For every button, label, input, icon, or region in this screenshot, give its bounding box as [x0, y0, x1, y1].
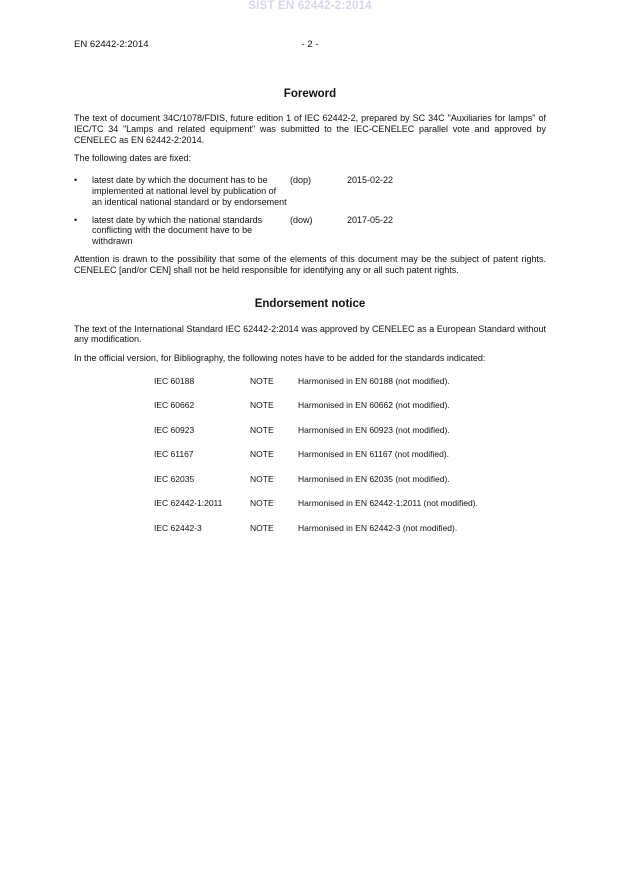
foreword-paragraph-3: Attention is drawn to the possibility that some of the elements of this document may be the subject of patent rights. CENELEC [and/or CEN] shall not be held responsible for identifying any or all such patent rights. [74, 253, 546, 275]
note-label: NOTE [250, 400, 274, 411]
watermark: SIST EN 62442-2:2014 [248, 0, 372, 12]
note-row [154, 523, 546, 548]
note-standard: IEC 62442-1:2011 [154, 498, 223, 509]
date-item-dow [74, 215, 546, 247]
date-value: 2017-05-22 [347, 214, 394, 225]
note-label: NOTE [250, 498, 274, 509]
note-label: NOTE [250, 449, 274, 460]
note-text: Harmonised in EN 62442-1:2011 (not modified). [298, 498, 478, 509]
note-label: NOTE [250, 375, 274, 386]
note-text: Harmonised in EN 60662 (not modified). [298, 400, 450, 411]
bullet-icon: • [74, 214, 78, 225]
bibliography-notes [154, 376, 546, 548]
page-number: - 2 - [301, 39, 319, 50]
note-text: Harmonised in EN 62442-3 (not modified). [298, 522, 458, 533]
date-code: (dow) [290, 214, 313, 225]
endorsement-paragraph-2: In the official version, for Bibliography, the following notes have to be added for the standards indicated: [74, 353, 486, 364]
note-text: Harmonised in EN 60188 (not modified). [298, 375, 450, 386]
note-standard: IEC 60662 [154, 400, 195, 411]
note-row [154, 498, 546, 523]
foreword-title: Foreword [283, 88, 337, 100]
dates-list [74, 175, 546, 247]
note-row [154, 474, 546, 499]
note-row [154, 376, 546, 401]
note-label: NOTE [250, 473, 274, 484]
note-row [154, 449, 546, 474]
document-id: EN 62442-2:2014 [74, 39, 149, 50]
date-value: 2015-02-22 [347, 175, 394, 186]
note-text: Harmonised in EN 60923 (not modified). [298, 424, 450, 435]
foreword-paragraph-2: The following dates are fixed: [74, 153, 192, 164]
note-label: NOTE [250, 522, 274, 533]
note-label: NOTE [250, 424, 274, 435]
date-code: (dop) [290, 175, 312, 186]
page-body [74, 87, 546, 547]
note-text: Harmonised in EN 62035 (not modified). [298, 473, 450, 484]
note-standard: IEC 62442-3 [154, 522, 202, 533]
bullet-icon: • [74, 175, 78, 186]
foreword-paragraph-1: The text of document 34C/1078/FDIS, future edition 1 of IEC 62442-2, prepared by SC 34C "Auxiliaries for lamps" of IEC/TC 34 "Lamps and related equipment" was submitted to the IEC-CENELEC parallel vote and approved by CENELEC as EN 62442-2:2014. [74, 113, 546, 145]
note-row [154, 425, 546, 450]
note-standard: IEC 61167 [154, 449, 194, 460]
note-row [154, 400, 546, 425]
note-text: Harmonised in EN 61167 (not modified). [298, 449, 450, 460]
note-standard: IEC 60923 [154, 424, 195, 435]
note-standard: IEC 60188 [154, 375, 195, 386]
endorsement-paragraph-1: The text of the International Standard IEC 62442-2:2014 was approved by CENELEC as a European Standard without any modification. [74, 323, 546, 345]
endorsement-title: Endorsement notice [254, 297, 366, 310]
date-description: latest date by which the national standards conflicting with the document have to be withdrawn [92, 214, 263, 247]
date-item-dop [74, 175, 546, 207]
date-description: latest date by which the document has to be implemented at national level by publication of an identical national standard or by endorsement [92, 175, 287, 207]
note-standard: IEC 62035 [154, 473, 195, 484]
